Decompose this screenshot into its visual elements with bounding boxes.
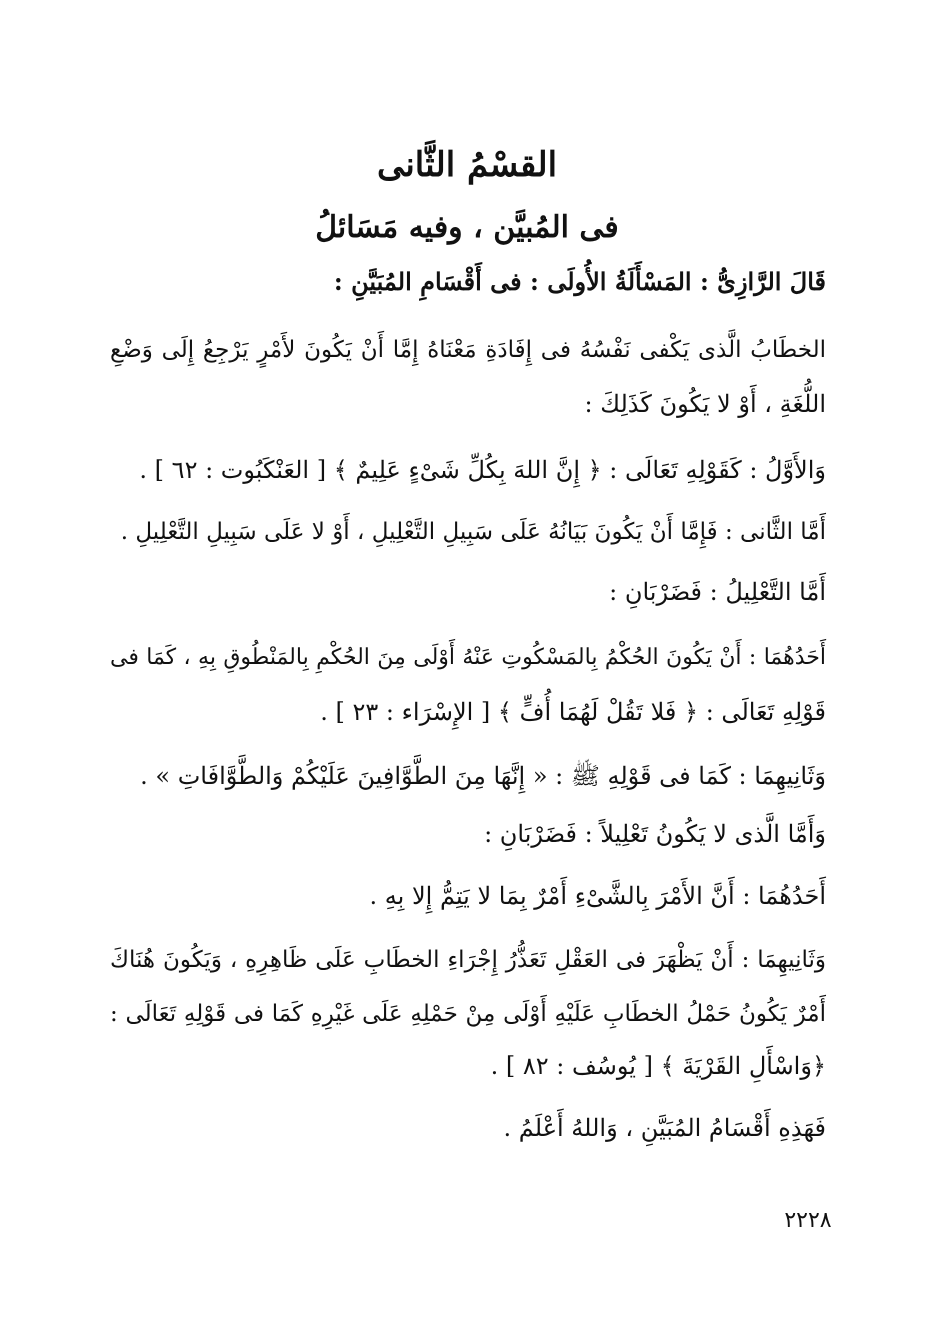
paragraph-line: اللُّغَةِ ، أَوْ لا يَكُونَ كَذَلِكَ : xyxy=(584,390,826,418)
paragraph-line: أَمَّا الثَّانى : فَإِمَّا أَنْ يَكُونَ بَيَانُهُ عَلَى سَبِيلِ التَّعْلِيلِ ، أَوْ لا عَلَى سَبِيلِ التَّعْلِيلِ . xyxy=(120,519,826,545)
paragraph-line: أَمَّا التَّعْلِيلُ : فَضَرْبَانِ : xyxy=(609,578,826,606)
paragraph-line: أَمْرٌ يَكُونُ حَمْلُ الخطَابِ عَلَيْهِ أَوْلَى مِنْ حَمْلِهِ عَلَى غَيْرِهِ كَمَا فى قَوْلِهِ تَعَالَى : xyxy=(110,1001,826,1027)
paragraph-line: قَوْلِهِ تَعَالَى : ﴿ فَلا تَقُلْ لَهُمَا أُفٍّ ﴾ [ الإِسْرَاء : ٢٣ ] . xyxy=(320,698,826,726)
paragraph-line: الخطَابُ الَّذى يَكْفى نَفْسُهُ فى إِفَادَةِ مَعْنَاهُ إِمَّا أَنْ يَكُونَ لأَمْرٍ يَرْجِعُ إِلَى وَضْعِ xyxy=(110,337,826,363)
paragraph-line: وَالأَوَّلُ : كَقَوْلِهِ تَعَالَى : ﴿ إِنَّ اللهَ بِكُلِّ شَىْءٍ عَلِيمٌ ﴾ [ العَنْكَبُوت : ٦٢ ] . xyxy=(139,456,826,484)
paragraph-line: ﴿وَاسْأَلِ القَرْيَةَ ﴾ [ يُوسُف : ٨٢ ] . xyxy=(490,1052,826,1080)
paragraph-line: فَهَذِهِ أَقْسَامُ المُبَيَّنِ ، وَاللهُ أَعْلَمُ . xyxy=(503,1114,826,1142)
section-title: القسْمُ الثَّانى xyxy=(376,145,558,185)
paragraph-line: وَثَانِيهِمَا : أَنْ يَظْهَرَ فى العَقْلِ تَعَذُّرُ إِجْرَاءِ الخطَابِ عَلَى ظَاهِرِهِ ، وَيَكُونَ هُنَاكَ xyxy=(110,947,826,973)
section-subtitle: فى المُبيَّن ، وفيه مَسَائلُ xyxy=(315,210,619,245)
page-number: ٢٢٢٨ xyxy=(784,1208,832,1233)
paragraph-line: أَحَدُهُمَا : أَنْ يَكُونَ الحُكْمُ بِالمَسْكُوتِ عَنْهُ أَوْلَى مِنَ الحُكْمِ بِالمَنْطُوقِ بِهِ ، كَمَا فى xyxy=(110,645,826,670)
paragraph-line: وَأَمَّا الَّذى لا يَكُونُ تَعْلِيلاً : فَضَرْبَانِ : xyxy=(484,820,826,848)
paragraph-line: أَحَدُهُمَا : أَنَّ الأَمْرَ بِالشَّىْءِ أَمْرٌ بِمَا لا يَتِمُّ إِلا بِهِ . xyxy=(369,882,826,910)
paragraph-line: وَثَانِيهِمَا : كَمَا فى قَوْلِهِ ﷺ : « إِنَّهَا مِنَ الطَّوَّافِينَ عَلَيْكُمْ وَالطَّوَّافَاتِ » . xyxy=(140,762,826,790)
paragraph-line: قَالَ الرَّازِىُّ : المَسْأَلَةُ الأُولَى : فى أَقْسَامِ المُبَيَّنِ : xyxy=(333,267,826,296)
